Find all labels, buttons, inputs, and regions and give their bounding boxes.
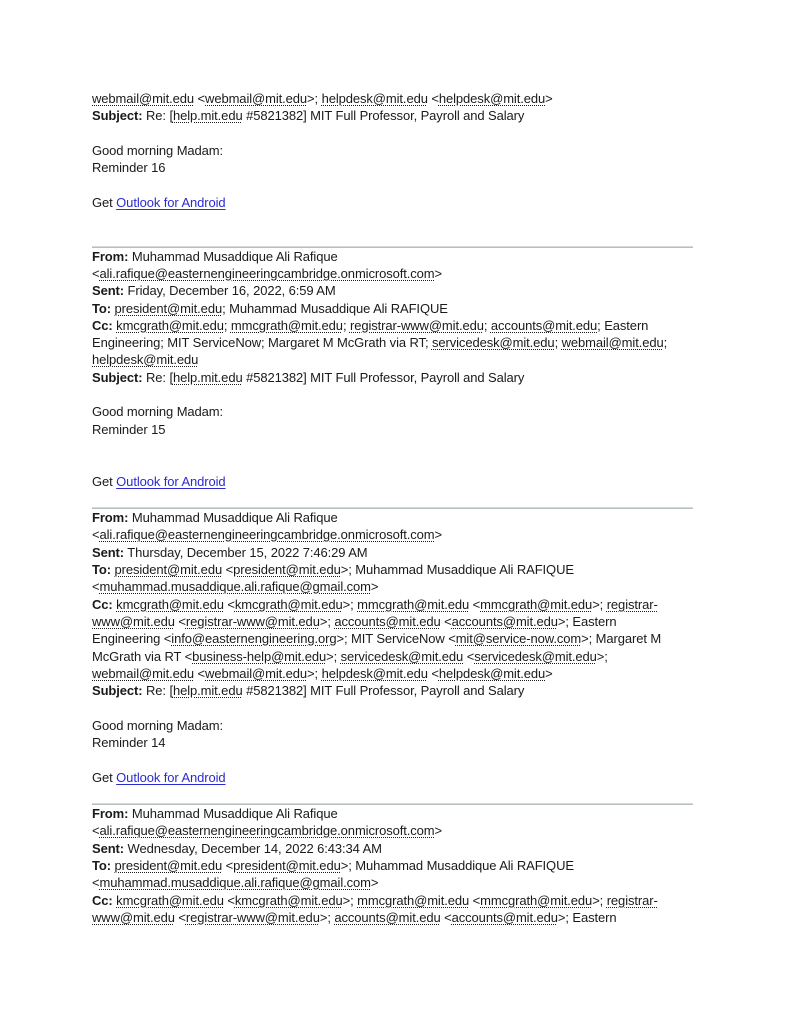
- cc-continuation-line: [92, 665, 693, 682]
- email-address-link[interactable]: business-help@mit.edu: [192, 648, 327, 664]
- text-run: >: [545, 91, 553, 106]
- from-line: [92, 248, 693, 265]
- email-address-link[interactable]: ali.rafique@easternengineeringcambridge.onmicrosoft.com: [99, 823, 435, 839]
- email-address-link[interactable]: muhammad.musaddique.ali.rafique@gmail.com: [99, 579, 371, 595]
- email-address-link[interactable]: president@mit.edu: [233, 562, 341, 578]
- text-run: Get: [92, 473, 117, 489]
- quoted-email-dec-16-reminder-15: [92, 248, 693, 507]
- get-outlook-line: [92, 473, 693, 490]
- text-run: >: [370, 579, 379, 595]
- email-address-link[interactable]: mit@service-now.com: [455, 631, 582, 647]
- blank-line: [92, 438, 693, 455]
- field-label: Subject:: [92, 108, 143, 124]
- outlook-android-link[interactable]: Outlook for Android: [116, 194, 226, 210]
- text-run: <: [440, 909, 452, 925]
- email-address-link[interactable]: president@mit.edu: [233, 858, 341, 874]
- text-run: <: [469, 892, 481, 908]
- email-address-link[interactable]: mmcgrath@mit.edu: [480, 892, 593, 908]
- text-run: >;: [307, 665, 322, 681]
- email-address-link[interactable]: mmcgrath@mit.edu: [357, 596, 470, 612]
- text-run: ; Muhammad Musaddique Ali RAFIQUE: [222, 300, 448, 316]
- field-label: Sent:: [92, 840, 125, 856]
- greeting-line: [92, 717, 693, 734]
- sent-line: [92, 840, 693, 857]
- text-run: <: [223, 596, 235, 612]
- text-run: Wednesday, December 14, 2022 6:43:34 AM: [124, 840, 382, 856]
- email-address-link[interactable]: accounts@mit.edu: [490, 317, 598, 333]
- text-run: ;: [342, 317, 350, 333]
- text-run: ;: [223, 317, 231, 333]
- text-run: Friday, December 16, 2022, 6:59 AM: [124, 283, 336, 299]
- text-run: >: [434, 527, 443, 543]
- text-run: >; Eastern: [557, 909, 617, 925]
- text-run: <: [222, 858, 234, 874]
- text-run: <: [469, 596, 481, 612]
- text-run: >; Muhammad Musaddique Ali RAFIQUE: [340, 858, 574, 874]
- email-address-link[interactable]: www@mit.edu: [92, 613, 175, 629]
- email-address-link[interactable]: helpdesk@mit.edu: [438, 665, 546, 681]
- email-address-link[interactable]: webmail@mit.edu: [92, 91, 195, 106]
- get-outlook-line: [92, 194, 693, 211]
- text-run: Get: [92, 769, 117, 785]
- text-run: Good morning Madam:: [92, 717, 224, 733]
- text-run: <: [92, 265, 100, 281]
- email-address-link[interactable]: registrar-www@mit.edu: [349, 317, 484, 333]
- email-address-link[interactable]: helpdesk@mit.edu: [321, 665, 428, 681]
- text-run: <: [194, 665, 206, 681]
- field-label: From:: [92, 248, 129, 264]
- sent-line: [92, 282, 693, 299]
- quoted-email-dec-14-partial: [92, 805, 693, 926]
- email-address-link[interactable]: servicedesk@mit.edu: [340, 648, 464, 664]
- cc-continuation-line: [92, 630, 693, 647]
- email-address-link[interactable]: registrar-: [606, 596, 658, 612]
- email-address-link[interactable]: helpdesk@mit.edu: [438, 91, 546, 106]
- blank-line: [92, 125, 693, 142]
- text-run: Engineering; MIT ServiceNow; Margaret M McGrath via RT;: [92, 335, 432, 351]
- text-run: Engineering <: [92, 631, 172, 647]
- email-address-link[interactable]: webmail@mit.edu: [205, 91, 308, 106]
- email-address-link[interactable]: webmail@mit.edu: [561, 335, 664, 351]
- text-run: Get: [92, 194, 117, 210]
- field-label: Cc:: [92, 317, 113, 333]
- email-address-link[interactable]: servicedesk@mit.edu: [474, 648, 597, 664]
- field-label: Subject:: [92, 369, 143, 385]
- from-address-line: [92, 822, 693, 839]
- text-run: Muhammad Musaddique Ali Rafique: [128, 248, 338, 264]
- field-label: Subject:: [92, 683, 143, 699]
- cc-continuation-line: [92, 613, 693, 630]
- blank-line: [92, 386, 693, 403]
- text-run: >;: [319, 909, 335, 925]
- cc-continuation-line: [92, 648, 693, 665]
- email-address-link[interactable]: mmcgrath@mit.edu: [230, 317, 343, 333]
- field-label: To:: [92, 300, 111, 316]
- cc-line: [92, 892, 693, 909]
- text-run: >: [434, 823, 443, 839]
- email-address-link[interactable]: helpdesk@mit.edu: [92, 352, 199, 368]
- text-run: McGrath via RT <: [92, 648, 193, 664]
- cc-continuation-line: [92, 334, 693, 351]
- from-address-line: [92, 265, 693, 282]
- greeting-line: [92, 142, 693, 159]
- text-run: >;: [307, 91, 322, 106]
- text-run: Reminder 15: [92, 421, 166, 437]
- email-address-link[interactable]: webmail@mit.edu: [92, 665, 195, 681]
- text-run: Reminder 16: [92, 160, 166, 176]
- get-outlook-line: [92, 769, 693, 786]
- field-label: Sent:: [92, 544, 125, 560]
- blank-line: [92, 176, 693, 193]
- reminder-line: [92, 159, 693, 176]
- email-address-link[interactable]: registrar-www@mit.edu: [185, 613, 320, 629]
- email-address-link[interactable]: kmcgrath@mit.edu: [234, 892, 343, 908]
- text-run: <: [174, 613, 186, 629]
- text-run: >; Eastern: [557, 613, 617, 629]
- email-address-link[interactable]: ali.rafique@easternengineeringcambridge.onmicrosoft.com: [99, 527, 435, 543]
- text-run: Muhammad Musaddique Ali Rafique: [128, 510, 338, 526]
- text-run: ;: [554, 335, 562, 351]
- text-run: >;: [342, 892, 358, 908]
- text-run: ;: [663, 335, 668, 351]
- greeting-line: [92, 403, 693, 420]
- blank-line: [92, 786, 693, 803]
- cc-line: [92, 317, 693, 334]
- text-run: Good morning Madam:: [92, 142, 224, 158]
- text-run: >;: [592, 596, 607, 612]
- email-address-link[interactable]: info@easternengineering.org: [171, 631, 337, 647]
- text-run: <: [92, 875, 100, 891]
- email-address-link[interactable]: ali.rafique@easternengineeringcambridge.onmicrosoft.com: [99, 265, 435, 281]
- text-run: >; Margaret M: [581, 631, 662, 647]
- email-address-link[interactable]: registrar-: [606, 892, 658, 908]
- text-run: <: [427, 91, 439, 106]
- text-run: <: [92, 823, 100, 839]
- text-run: Re: [: [142, 108, 173, 124]
- email-address-link[interactable]: registrar-www@mit.edu: [185, 909, 320, 925]
- email-address-link[interactable]: mmcgrath@mit.edu: [480, 596, 593, 612]
- text-run: Thursday, December 15, 2022 7:46:29 AM: [124, 544, 368, 560]
- text-run: >;: [326, 648, 341, 664]
- email-address-link[interactable]: accounts@mit.edu: [334, 909, 441, 925]
- email-address-link[interactable]: accounts@mit.edu: [334, 613, 441, 629]
- subject-line: [92, 682, 693, 699]
- to-line: [92, 300, 693, 317]
- text-run: Muhammad Musaddique Ali Rafique: [128, 806, 338, 822]
- text-run: Re: [: [142, 683, 173, 699]
- text-run: >: [545, 665, 553, 681]
- email-address-link[interactable]: servicedesk@mit.edu: [431, 335, 555, 351]
- blank-line: [92, 751, 693, 768]
- text-run: Re: [: [142, 369, 173, 385]
- email-address-link[interactable]: kmcgrath@mit.edu: [116, 317, 224, 333]
- sent-line: [92, 544, 693, 561]
- text-run: ; Eastern: [597, 317, 649, 333]
- email-address-link[interactable]: accounts@mit.edu: [451, 613, 558, 629]
- field-label: To:: [92, 858, 111, 874]
- email-address-link[interactable]: help.mit.edu: [172, 369, 243, 385]
- text-run: Good morning Madam:: [92, 404, 224, 420]
- from-line: [92, 805, 693, 822]
- text-run: <: [222, 562, 234, 578]
- email-address-link[interactable]: kmcgrath@mit.edu: [116, 596, 224, 612]
- outlook-android-link[interactable]: Outlook for Android: [116, 473, 226, 489]
- field-label: To:: [92, 562, 111, 578]
- text-run: >; Muhammad Musaddique Ali RAFIQUE: [340, 562, 574, 578]
- blank-line: [92, 699, 693, 716]
- email-top-fragment-reminder-16: [92, 90, 693, 246]
- field-label: From:: [92, 510, 129, 526]
- text-run: <: [92, 527, 100, 543]
- outlook-android-link[interactable]: Outlook for Android: [116, 769, 226, 785]
- text-run: >;: [596, 648, 608, 664]
- blank-line: [92, 228, 693, 245]
- email-address-link[interactable]: mmcgrath@mit.edu: [357, 892, 470, 908]
- text-run: <: [223, 892, 235, 908]
- cc-continuation-line: [92, 909, 693, 926]
- email-address-link[interactable]: helpdesk@mit.edu: [321, 91, 428, 106]
- from-address-line: [92, 526, 693, 543]
- cc-continuation-line: [92, 90, 693, 107]
- email-address-link[interactable]: kmcgrath@mit.edu: [116, 892, 224, 908]
- field-label: From:: [92, 806, 129, 822]
- reminder-line: [92, 421, 693, 438]
- to-continuation-line: [92, 578, 693, 595]
- text-run: >: [434, 265, 443, 281]
- email-address-link[interactable]: help.mit.edu: [172, 108, 243, 124]
- email-address-link[interactable]: president@mit.edu: [114, 562, 223, 578]
- text-run: ;: [483, 317, 491, 333]
- text-run: >;: [342, 596, 358, 612]
- field-label: Cc:: [92, 596, 113, 612]
- email-address-link[interactable]: webmail@mit.edu: [205, 665, 308, 681]
- text-run: #5821382] MIT Full Professor, Payroll and Salary: [242, 369, 525, 385]
- to-line: [92, 561, 693, 578]
- text-run: <: [92, 579, 100, 595]
- email-address-link[interactable]: www@mit.edu: [92, 909, 175, 925]
- email-address-link[interactable]: president@mit.edu: [114, 300, 223, 316]
- text-run: >: [370, 875, 379, 891]
- text-run: <: [427, 665, 439, 681]
- cc-line: [92, 596, 693, 613]
- field-label: Cc:: [92, 892, 113, 908]
- to-line: [92, 857, 693, 874]
- text-run: >;: [319, 613, 335, 629]
- reminder-line: [92, 734, 693, 751]
- email-address-link[interactable]: muhammad.musaddique.ali.rafique@gmail.com: [99, 875, 371, 891]
- subject-line: [92, 107, 693, 124]
- subject-line: [92, 369, 693, 386]
- blank-line: [92, 455, 693, 472]
- text-run: <: [194, 91, 206, 106]
- email-thread: [92, 90, 693, 926]
- email-address-link[interactable]: president@mit.edu: [114, 858, 223, 874]
- text-run: Reminder 14: [92, 734, 166, 750]
- blank-line: [92, 490, 693, 507]
- quoted-email-dec-15-reminder-14: [92, 509, 693, 803]
- cc-continuation-line: [92, 351, 693, 368]
- to-continuation-line: [92, 874, 693, 891]
- field-label: Sent:: [92, 283, 125, 299]
- from-line: [92, 509, 693, 526]
- text-run: <: [440, 613, 452, 629]
- text-run: <: [174, 909, 186, 925]
- email-address-link[interactable]: kmcgrath@mit.edu: [234, 596, 343, 612]
- text-run: >;: [592, 892, 607, 908]
- text-run: #5821382] MIT Full Professor, Payroll and Salary: [242, 108, 525, 124]
- email-address-link[interactable]: help.mit.edu: [172, 683, 243, 699]
- blank-line: [92, 211, 693, 228]
- text-run: >; MIT ServiceNow <: [336, 631, 456, 647]
- email-address-link[interactable]: accounts@mit.edu: [451, 909, 558, 925]
- text-run: <: [463, 648, 475, 664]
- text-run: #5821382] MIT Full Professor, Payroll and Salary: [242, 683, 525, 699]
